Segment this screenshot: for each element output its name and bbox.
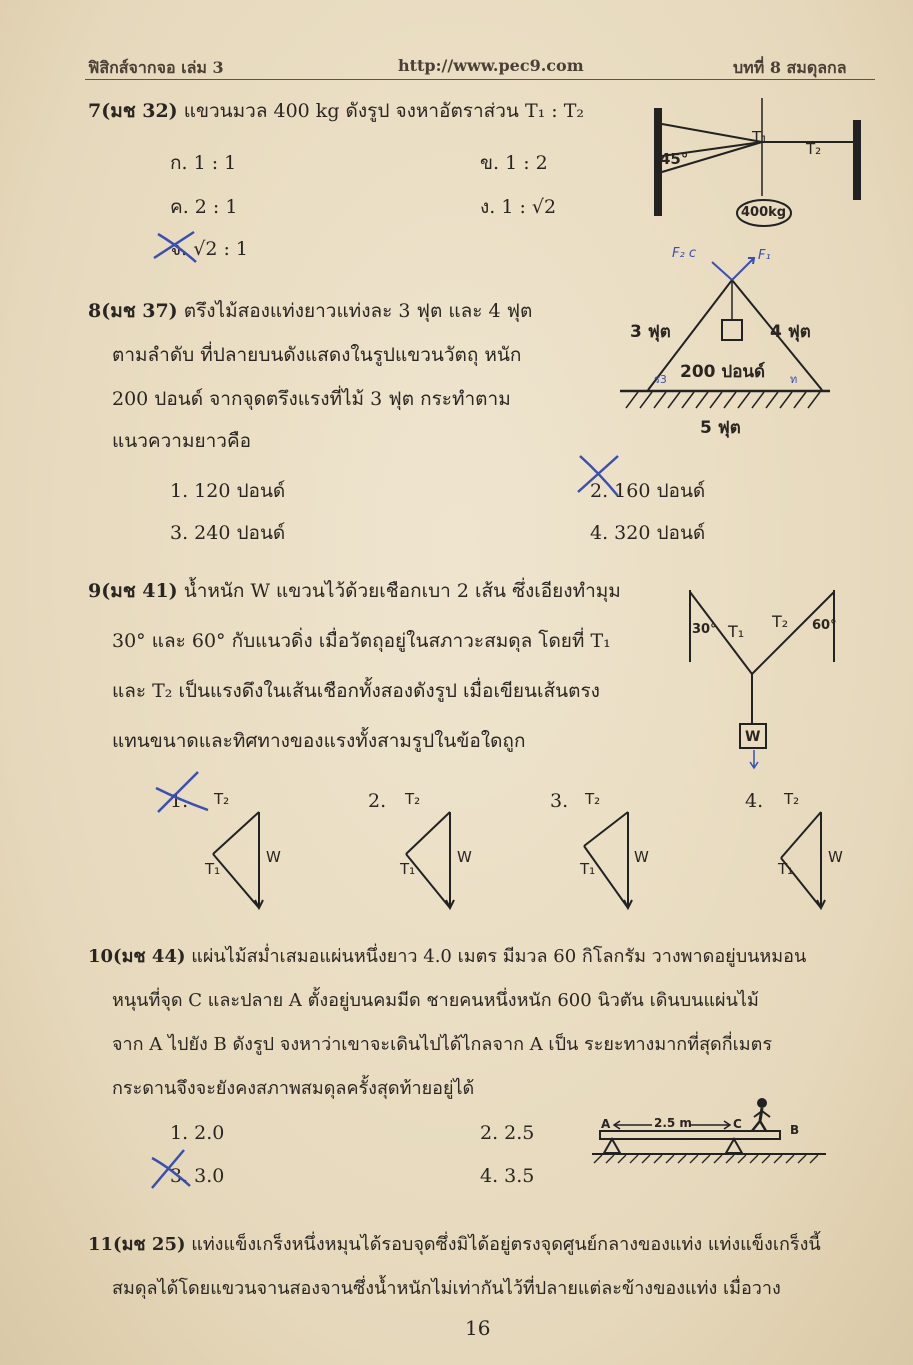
q8-option-4: 4. 320 ปอนด์ bbox=[590, 522, 706, 544]
q7-question: แขวนมวล 400 kg ดังรูป จงหาอัตราส่วน T₁ : T₂ bbox=[183, 100, 585, 122]
q9-v2-w: W bbox=[457, 848, 472, 866]
q10-fig-c: C bbox=[733, 1117, 742, 1131]
q9-v4-t2: T₂ bbox=[784, 790, 800, 808]
q10-man-icon bbox=[752, 1098, 770, 1131]
q9-line-2: 30° และ 60° กับแนวดิ่ง เมื่อวัตถุอยู่ในสภาวะสมดุล โดยที่ T₁ bbox=[112, 630, 611, 652]
q11-line-1 bbox=[88, 1234, 821, 1256]
q7-fig-mass: 400kg bbox=[741, 205, 787, 220]
q11-line-2: สมดุลได้โดยแขวนจานสองจานซึ่งน้ำหนักไม่เท่ากันไว้ที่ปลายแต่ละข้างของแท่ง เมื่อวาง bbox=[112, 1278, 781, 1299]
q8-hw-left: ร3 bbox=[654, 373, 667, 386]
q8-label: 8(มช 37) bbox=[88, 300, 178, 322]
answer-mark-q7 bbox=[150, 228, 200, 264]
q9-option-2: 2. bbox=[368, 790, 387, 812]
q9-option-1: 1. bbox=[170, 790, 189, 812]
q9-fig-a1: 30° bbox=[692, 622, 717, 637]
q9-fig-a2: 60° bbox=[812, 618, 837, 633]
q10-option-2: 2. 2.5 bbox=[480, 1122, 535, 1144]
header-url: http://www.pec9.com bbox=[398, 56, 584, 75]
q10-fig-a: A bbox=[601, 1117, 611, 1131]
q8-option-2: 2. 160 ปอนด์ bbox=[590, 480, 706, 502]
q9-fig-t2: T₂ bbox=[772, 612, 789, 631]
q9-label: 9(มช 41) bbox=[88, 580, 178, 602]
q8-fig-weight: 200 ปอนด์ bbox=[680, 362, 766, 382]
chapter-title: บทที่ 8 สมดุลกล bbox=[733, 58, 847, 77]
q8-weight-box bbox=[722, 320, 742, 340]
q7-right-wall bbox=[853, 120, 861, 200]
answer-mark-q9 bbox=[152, 770, 212, 820]
answer-mark-q8 bbox=[574, 452, 624, 498]
q11-label: 11(มช 25) bbox=[88, 1234, 186, 1255]
q9-line-4: แทนขนาดและทิศทางของแรงทั้งสามรูปในข้อใดถูก bbox=[112, 730, 526, 752]
q10-plank bbox=[600, 1131, 780, 1139]
q10-label: 10(มช 44) bbox=[88, 946, 186, 967]
q9-v4-t1: T₁ bbox=[778, 860, 794, 878]
q8-line-1-text: ตรึงไม้สองแท่งยาวแท่งละ 3 ฟุต และ 4 ฟุต bbox=[183, 300, 533, 322]
q7-option-1: ก. 1 : 1 bbox=[170, 152, 237, 174]
q8-line-3: 200 ปอนด์ จากจุดตรึงแรงที่ไม้ 3 ฟุต กระทำตาม bbox=[112, 388, 511, 410]
q10-line-1-text: แผ่นไม้สม่ำเสมอแผ่นหนึ่งยาว 4.0 เมตร มีมวล 60 กิโลกรัม วางพาดอยู่บนหมอน bbox=[191, 946, 807, 967]
q7-fig-angle: 45° bbox=[660, 150, 689, 168]
q7-fig-t1: T₁ bbox=[752, 128, 768, 146]
q7-fig-t2: T₂ bbox=[806, 140, 822, 158]
q9-v2-t1: T₁ bbox=[400, 860, 416, 878]
q8-fig-right: 4 ฟุต bbox=[770, 322, 811, 342]
q7-option-4: ง. 1 : √2 bbox=[480, 196, 557, 218]
q9-line-3: และ T₂ เป็นแรงดึงในเส้นเชือกทั้งสองดังรูป เมื่อเขียนเส้นตรง bbox=[112, 680, 600, 702]
q7-text bbox=[88, 100, 584, 123]
q7-option-2: ข. 1 : 2 bbox=[480, 152, 548, 174]
q9-v1-t2: T₂ bbox=[214, 790, 230, 808]
q8-option-1: 1. 120 ปอนด์ bbox=[170, 480, 286, 502]
q7-option-5: จ. √2 : 1 bbox=[170, 238, 248, 260]
q10-option-1: 1. 2.0 bbox=[170, 1122, 225, 1144]
q8-fig-base: 5 ฟุต bbox=[700, 418, 741, 438]
q9-option-4: 4. bbox=[745, 790, 764, 812]
q8-fig-left: 3 ฟุต bbox=[630, 322, 671, 342]
q9-line-1-text: น้ำหนัก W แขวนไว้ด้วยเชือกเบา 2 เส้น ซึ่งเอียงทำมุม bbox=[183, 580, 621, 602]
q10-fig-dist: 2.5 m bbox=[654, 1116, 692, 1130]
q7-option-3: ค. 2 : 1 bbox=[170, 196, 238, 218]
book-title: ฟิสิกส์จากจอ เล่ม 3 bbox=[88, 58, 224, 77]
q8-hw-f2: F₂ c bbox=[672, 246, 696, 261]
q9-fig-w: W bbox=[745, 729, 761, 745]
q9-option-3: 3. bbox=[550, 790, 569, 812]
header-rule bbox=[85, 79, 875, 80]
q10-option-3: 3. 3.0 bbox=[170, 1165, 225, 1187]
q8-option-3: 3. 240 ปอนด์ bbox=[170, 522, 286, 544]
q11-line-1-text: แท่งแข็งเกร็งหนึ่งหมุนได้รอบจุดซึ่งมิได้อยู่ตรงจุดศูนย์กลางของแท่ง แท่งแข็งเกร็งนี้ bbox=[191, 1234, 821, 1255]
q9-v3-w: W bbox=[634, 848, 649, 866]
answer-mark-q10 bbox=[146, 1146, 196, 1192]
q9-v3-t2: T₂ bbox=[585, 790, 601, 808]
q8-line-1 bbox=[88, 300, 532, 323]
q8-hw-f1: F₁ bbox=[758, 248, 771, 263]
q9-v4-w: W bbox=[828, 848, 843, 866]
q10-line-1 bbox=[88, 946, 806, 968]
q10-option-4: 4. 3.5 bbox=[480, 1165, 535, 1187]
q9-v1-t1: T₁ bbox=[205, 860, 221, 878]
q10-line-3: จาก A ไปยัง B ดังรูป จงหาว่าเขาจะเดินไปได้ไกลจาก A เป็น ระยะทางมากที่สุดกี่เมตร bbox=[112, 1034, 773, 1055]
q9-v3-t1: T₁ bbox=[580, 860, 596, 878]
q10-fig-b: B bbox=[790, 1123, 800, 1137]
q9-line-1 bbox=[88, 580, 621, 603]
page-number: 16 bbox=[465, 1316, 491, 1340]
q8-hw-right: ท bbox=[790, 373, 798, 386]
q10-line-4: กระดานจึงจะยังคงสภาพสมดุลครั้งสุดท้ายอยู่ได้ bbox=[112, 1078, 475, 1099]
q10-line-2: หนุนที่จุด C และปลาย A ตั้งอยู่บนคมมีด ชายคนหนึ่งหนัก 600 นิวตัน เดินบนแผ่นไม้ bbox=[112, 990, 759, 1011]
q9-v2-t2: T₂ bbox=[405, 790, 421, 808]
q7-label: 7(มช 32) bbox=[88, 100, 178, 122]
q8-line-2: ตามลำดับ ที่ปลายบนดังแสดงในรูปแขวนวัตถุ หนัก bbox=[112, 344, 522, 366]
q9-v1-w: W bbox=[266, 848, 281, 866]
q9-fig-t1: T₁ bbox=[728, 622, 745, 641]
q8-line-4: แนวความยาวคือ bbox=[112, 430, 252, 452]
